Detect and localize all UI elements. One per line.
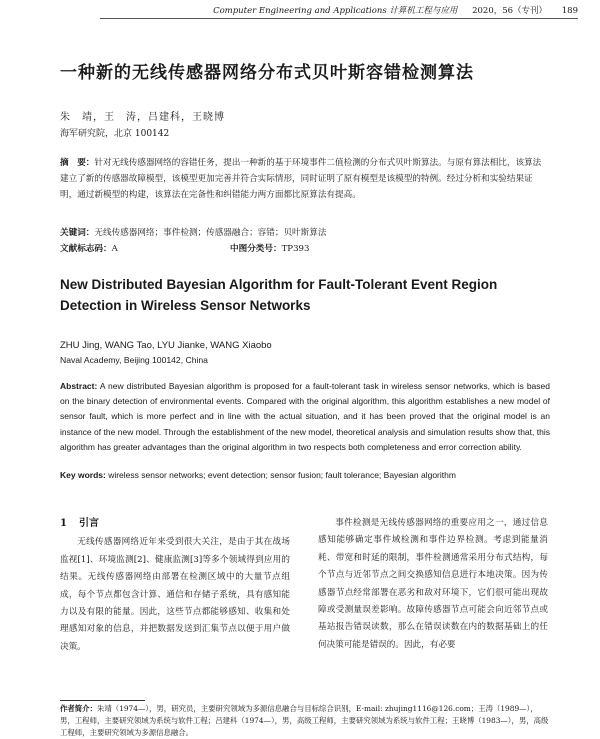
english-keywords-text: wireless sensor networks; event detection; sensor fusion; fault tolerance; Bayesian algorithm [108,470,456,480]
doc-code: A [111,244,118,254]
chinese-abstract [60,155,548,203]
footnote-label: 作者简介： [60,704,97,713]
section-number: 1 [60,518,67,529]
journal-name: Computer Engineering and Applications 计算机工程与应用 [213,6,458,16]
english-abstract-text: A new distributed Bayesian algorithm is proposed for a fault-tolerant task in wireless sensor networks, which is based on the binary detection of environmental events. Compared with the original algorithm, this algorithm establishes a new model of sensor fault, which is more perfect and in line with the actual situation, and it has been proved that the original model is an instance of the new model. Through the establishment of the new model, theoretical analysis and simulation results show that, this algorithm has greater advantages than the original algorithm in two respects both completeness and error correction ability. [60,381,550,452]
chinese-affiliation: 海军研究院，北京 100142 [60,129,170,139]
section-title: 引言 [78,518,99,529]
english-abstract [60,379,550,455]
english-keywords-label: Key words: [60,470,106,480]
classification-line [60,242,548,254]
footnote-divider [60,700,145,701]
section-heading [60,515,290,532]
intro-paragraph-left: 无线传感器网络近年来受到很大关注，是由于其在战场监视[1]、环境监测[2]、健康监测[3]等多个领域得到应用的结果。无线传感器网络由部署在检测区域中的大量节点组成，每个节点都包含计算、通信和存储子系统，具有感知能力以及有限的能量。因此，这些节点都能够感知、收集和处理感知对象的信息，并把数据发送到汇集节点以便于用户做决策。 [60,537,290,652]
chinese-abstract-label: 摘 要： [60,158,95,168]
body-column-left [60,515,290,656]
page-number: 189 [561,6,578,16]
chinese-abstract-text: 针对无线传感器网络的容错任务，提出一种新的基于环境事件二值检测的分布式贝叶斯算法。与原有算法相比，该算法建立了新的传感器故障模型，该模型更加完善并符合实际情形，同时证明了原有模型是该模型的特例。经过分析和实验结果证明，通过新模型的构建，该算法在完备性和纠错能力两方面都比原算法有提高。 [60,158,542,200]
chinese-keywords [60,226,548,238]
doc-code-label: 文献标志码： [60,244,112,254]
footnote-text: 朱靖（1974—），男，研究员，主要研究领域为多源信息融合与目标综合识别，E-mail: zhujing1116@126.com；王涛（1989—），男，工程师，主要研究领域为系统与软件工程；吕建科（1974—），男，高级工程师，主要研究领域为系统与软件工程；王晓博（1983—），男，高级工程师，主要研究领域为多源信息融合。 [60,704,549,737]
chinese-authors: 朱 靖，王 涛，吕建科，王晓博 [60,112,225,123]
english-title: New Distributed Bayesian Algorithm for Fault-Tolerant Event Region Detection in Wireless Sensor Networks [60,277,498,313]
english-authors: ZHU Jing, WANG Tao, LYU Jianke, WANG Xiaobo [60,340,272,351]
chinese-keywords-text: 无线传感器网络；事件检测；传感器融合；容错；贝叶斯算法 [94,228,327,238]
issue-info: 2020，56（专刊） [472,6,548,16]
english-abstract-label: Abstract: [60,381,98,391]
chinese-title: 一种新的无线传感器网络分布式贝叶斯容错检测算法 [60,63,474,83]
english-keywords [60,470,550,480]
class-label: 中图分类号： [230,244,282,254]
english-affiliation: Naval Academy, Beijing 100142, China [60,355,208,365]
body-column-right [318,515,548,654]
intro-paragraph-right: 事件检测是无线传感器网络的重要应用之一，通过信息感知能够确定事件域检测和事件边界检测。考虑到能量消耗、带宽和时延的限制，事件检测通常采用分布式结构，每个节点与近邻节点之间交换感知信息进行本地决策。因为传感器节点经常部署在恶劣和敌对环境下，它们很可能出现故障或受测量误差影响。故障传感器节点可能会向近邻节点或基站报告错误读数，那么在错误读数在内的数据基础上的任何决策可能是错误的。因此，有必要 [318,518,548,650]
chinese-keywords-label: 关键词： [60,228,95,238]
running-header [100,4,578,19]
class-number: TP393 [281,244,310,254]
